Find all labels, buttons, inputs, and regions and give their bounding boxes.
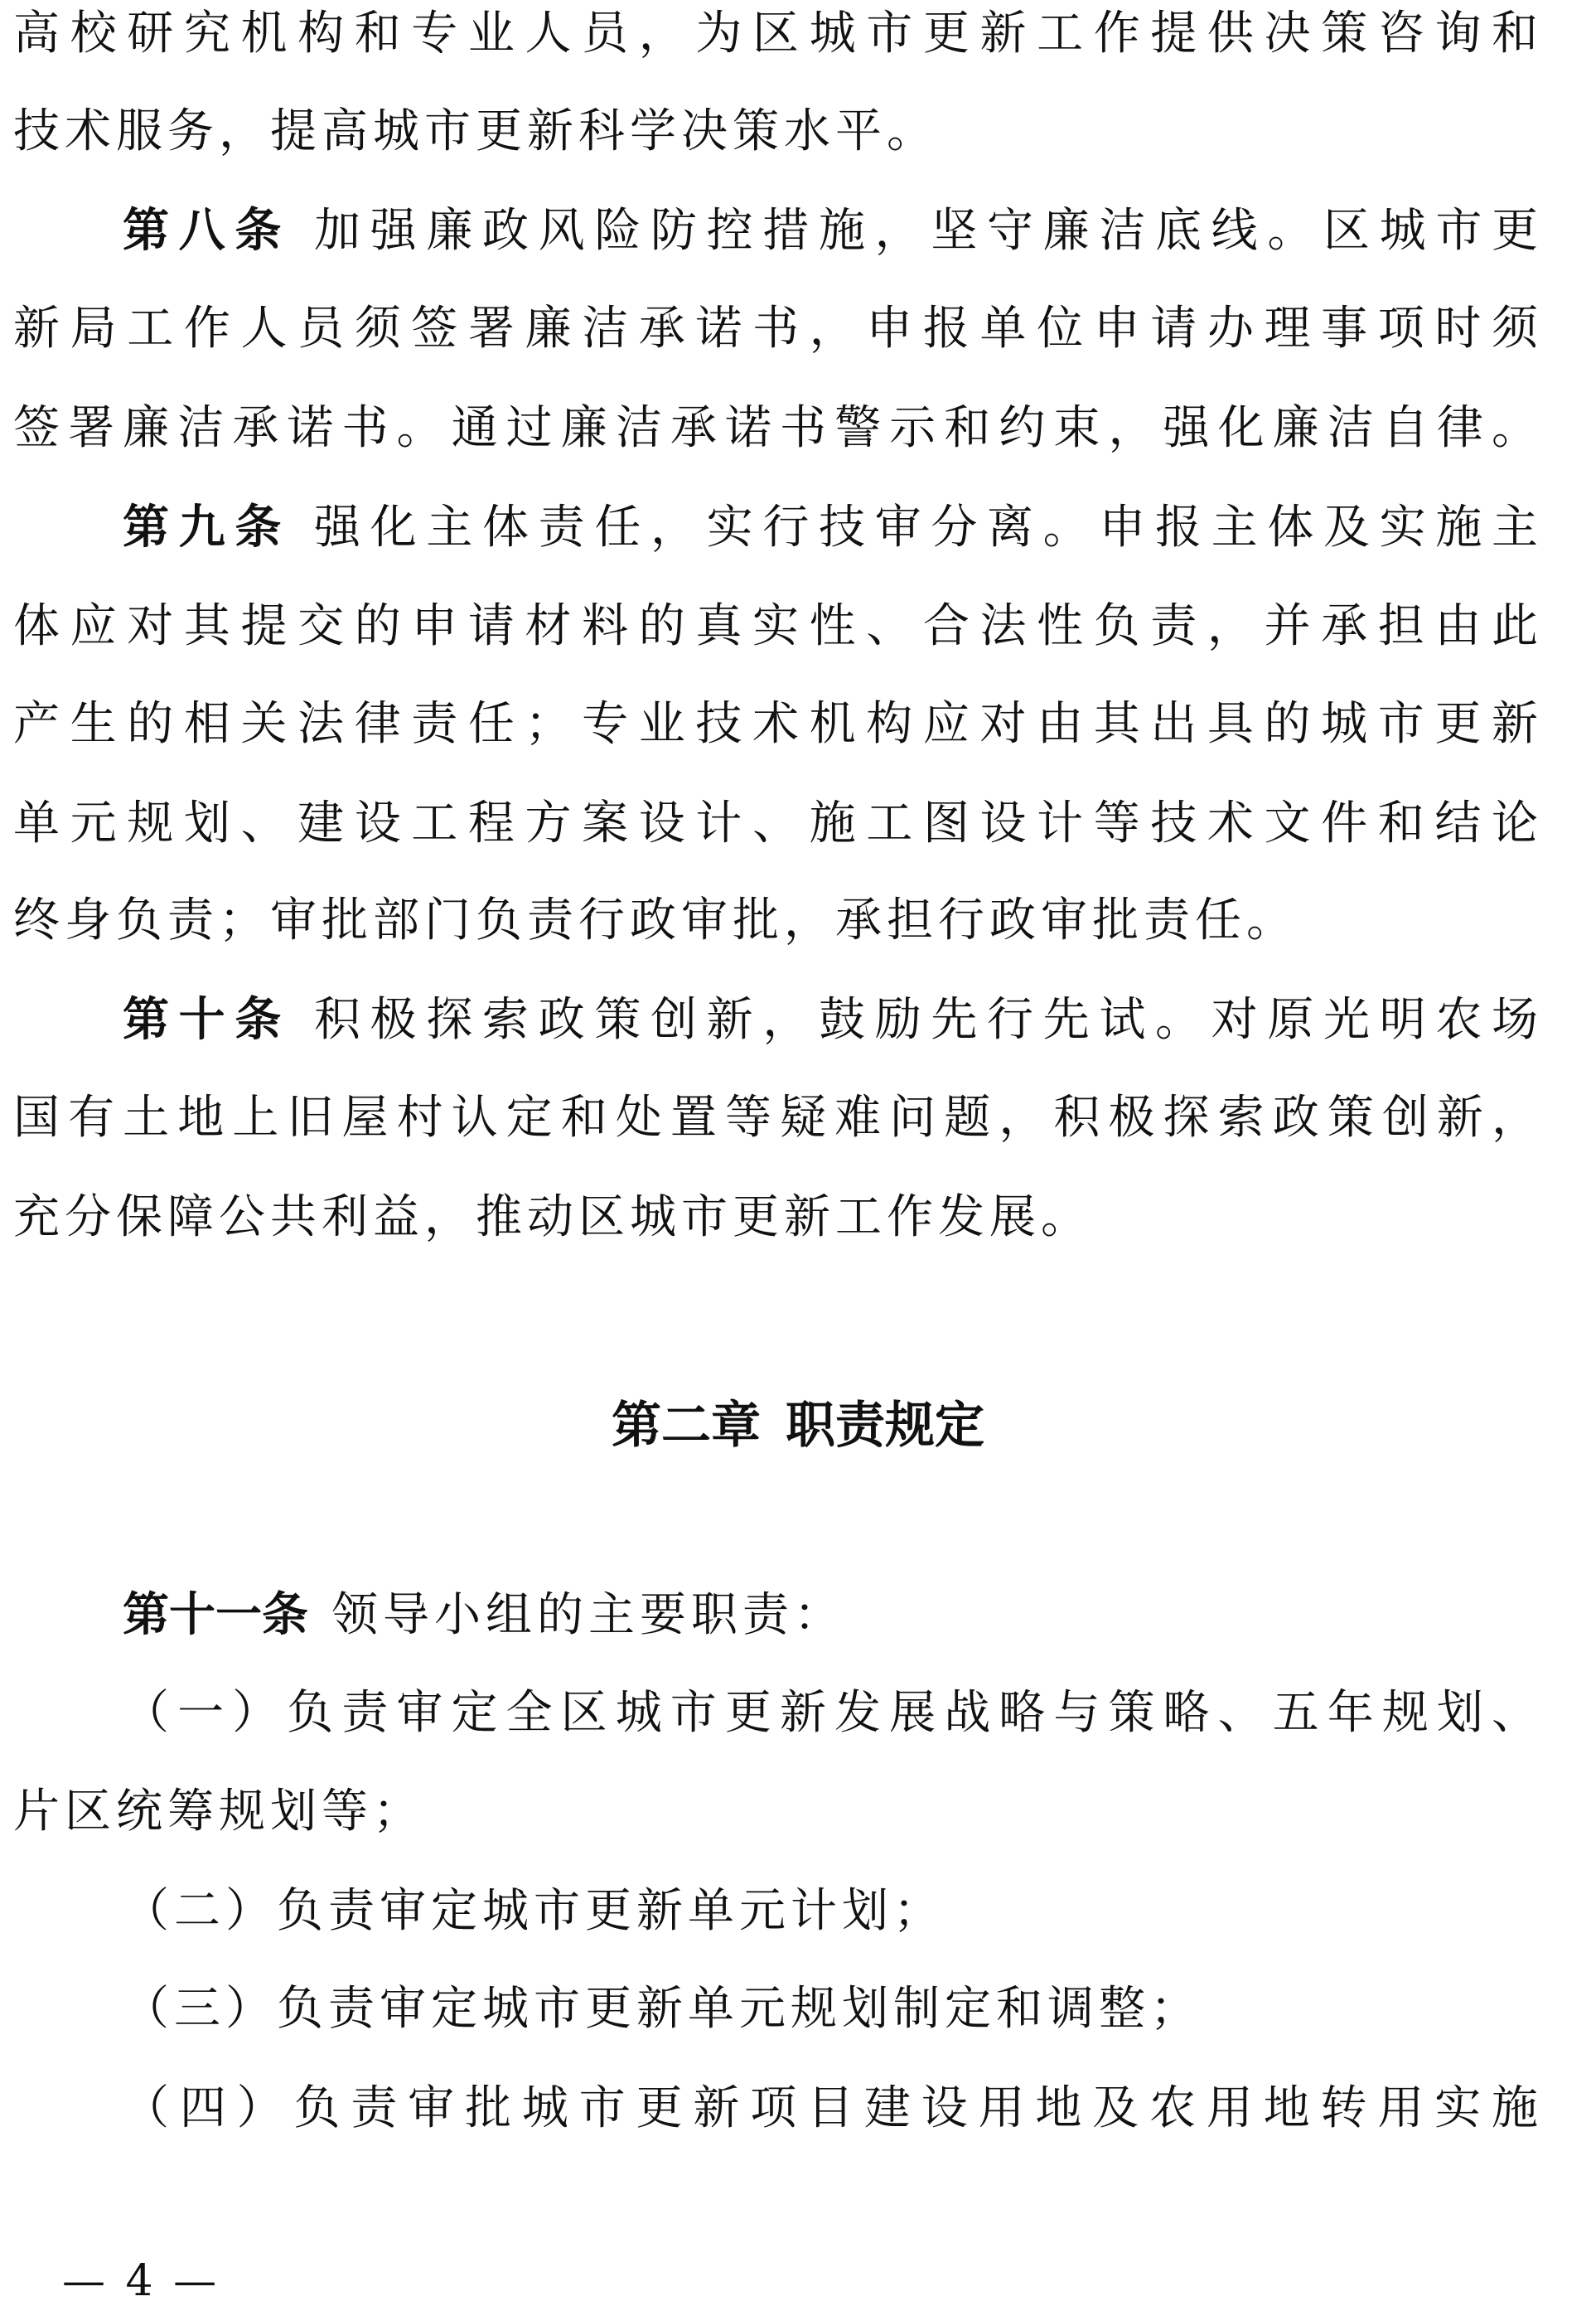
text-line: 国有土地上旧屋村认定和处置等疑难问题，积极探索政策创新， bbox=[13, 1091, 1538, 1145]
text-line: 新局工作人员须签署廉洁承诺书，申报单位申请办理事项时须 bbox=[13, 302, 1538, 356]
article-label: 第十条 bbox=[123, 993, 291, 1047]
chapter-number: 第二章 bbox=[612, 1397, 761, 1455]
article-8 bbox=[123, 202, 1538, 260]
text-line: 产生的相关法律责任；专业技术机构应对由其出具的城市更新 bbox=[13, 697, 1538, 751]
text-line: 充分保障公共利益，推动区城市更新工作发展。 bbox=[13, 1190, 1092, 1244]
list-item: （二）负责审定城市更新单元计划； bbox=[123, 1884, 945, 1938]
list-item: 片区统筹规划等； bbox=[13, 1785, 424, 1839]
chapter-title: 职责规定 bbox=[786, 1397, 984, 1455]
article-label: 第十一条 bbox=[123, 1588, 308, 1642]
article-10 bbox=[123, 991, 1538, 1049]
text-line: 签署廉洁承诺书。通过廉洁承诺书警示和约束，强化廉洁自律。 bbox=[13, 401, 1538, 455]
page-number: — 4 — bbox=[62, 2256, 220, 2306]
article-label: 第九条 bbox=[123, 501, 291, 555]
text-line: 领导小组的主要职责： bbox=[331, 1588, 845, 1642]
article-9 bbox=[123, 499, 1538, 557]
text-line: 体应对其提交的申请材料的真实性、合法性负责，并承担由此 bbox=[13, 599, 1538, 653]
text-line: 高校研究机构和专业人员，为区城市更新工作提供决策咨询和 bbox=[13, 7, 1538, 61]
text-line: 单元规划、建设工程方案设计、施工图设计等技术文件和结论 bbox=[13, 797, 1538, 850]
list-item: （三）负责审定城市更新单元规划制定和调整； bbox=[123, 1982, 1202, 2036]
list-item: （四）负责审批城市更新项目建设用地及农用地转用实施 bbox=[123, 2081, 1538, 2135]
article-label: 第八条 bbox=[123, 204, 291, 258]
article-11 bbox=[123, 1587, 1538, 1645]
list-item: （一）负责审定全区城市更新发展战略与策略、五年规划、 bbox=[123, 1686, 1538, 1740]
chapter-heading bbox=[0, 1394, 1596, 1457]
text-line: 终身负责；审批部门负责行政审批，承担行政审批责任。 bbox=[13, 894, 1298, 947]
text-line: 强化主体责任，实行技审分离。申报主体及实施主 bbox=[314, 501, 1538, 555]
text-line: 加强廉政风险防控措施，坚守廉洁底线。区城市更 bbox=[314, 204, 1538, 258]
text-line: 积极探索政策创新，鼓励先行先试。对原光明农场 bbox=[314, 993, 1538, 1047]
text-line: 技术服务，提高城市更新科学决策水平。 bbox=[13, 104, 938, 158]
